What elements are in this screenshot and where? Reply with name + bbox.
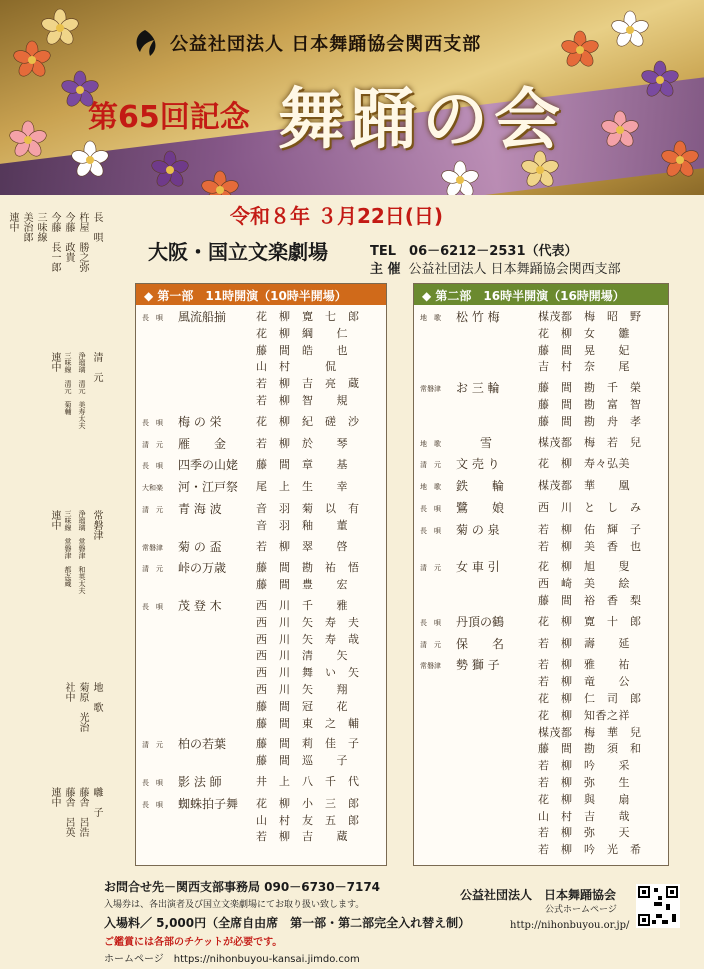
performer-name: 音 羽 菊 以 有 [256, 501, 360, 515]
program-entry [142, 479, 380, 497]
program-entry [420, 559, 662, 609]
musician-text: 藤舎 呂英 [63, 787, 74, 837]
piece-title: 蜘蛛拍子舞 [178, 796, 239, 811]
performer-list [256, 414, 380, 432]
performer-name: 藤 間 晃 妃 [538, 343, 630, 357]
performer-name: 藤 間 章 基 [256, 458, 348, 472]
performer-name: 藤 間 勘 舟 孝 [538, 414, 642, 428]
musician-text: 三味線 常磐津 都㐂蔵 [64, 510, 72, 587]
piece-title: 鉄 輪 [456, 479, 505, 494]
performer-list [538, 435, 662, 453]
musician-text: 連中 [7, 212, 18, 232]
performer-name: 吉 村 奈 尾 [538, 360, 630, 374]
flower-decoration-icon [200, 170, 240, 195]
piece-title: 茂 登 木 [178, 598, 222, 613]
piece-title: 松 竹 梅 [456, 310, 500, 324]
performer-list [256, 436, 380, 454]
piece-title: 雪 [456, 435, 493, 450]
performer-name: 山 村 友 五 郎 [256, 813, 360, 827]
performer-name: 若 柳 雅 祐 [538, 658, 630, 672]
program-entry [420, 657, 662, 859]
genre-label: 清 元 [142, 565, 163, 574]
musician-text: 浄瑠璃 常磐津 和英太夫 [78, 510, 86, 594]
program-entry [420, 614, 662, 632]
association-hp-label: 公式ホームページ [545, 905, 617, 915]
genre-label: 地 歌 [420, 439, 441, 448]
performer-name: 楳茂都 梅 華 兒 [538, 725, 642, 739]
performer-name: 西 川 舞 い 矢 [256, 666, 360, 680]
performer-name: 音 羽 釉 董 [256, 518, 348, 532]
organization-name: 公益社団法人 日本舞踊協会関西支部 [170, 34, 482, 55]
performer-list [256, 457, 380, 475]
genre-label: 常磐津 [420, 385, 441, 394]
performer-name: 花 柳 旭 叟 [538, 560, 630, 574]
piece-title: 峠の万歳 [178, 561, 227, 576]
genre-label: 長 唄 [142, 778, 163, 787]
performer-name: 花 柳 女 雛 [538, 326, 630, 340]
program-entry [420, 478, 662, 496]
flower-decoration-icon [70, 140, 110, 180]
flower-decoration-icon [610, 10, 650, 50]
performer-name: 山 村 侃 [256, 360, 337, 374]
performer-name: 若 柳 佑 輝 子 [538, 522, 642, 536]
musician-text: 杵屋 勝之弥 [77, 212, 88, 272]
performer-name: 西 川 矢 翔 [256, 682, 348, 696]
performer-name: 西 川 矢 寿 夫 [256, 615, 360, 629]
price-line: 入場料／ 5,000円（全席自由席 第一部・第二部完全入れ替え制） [104, 916, 471, 930]
performer-name: 若 柳 智 規 [256, 393, 348, 407]
genre-label: 長 唄 [142, 800, 163, 809]
program-entry [142, 539, 380, 557]
performer-name: 楳茂都 華 凰 [538, 479, 630, 493]
genre-label: 清 元 [142, 440, 163, 449]
piece-title: 菊 の 泉 [456, 522, 500, 537]
program-entry [142, 501, 380, 535]
performer-name: 若 柳 吉 蔵 [256, 830, 348, 844]
musician-text: 常磐津 [91, 510, 102, 540]
event-venue: 大阪・国立文楽劇場 [148, 240, 328, 264]
piece-title: 文 売 り [456, 457, 500, 472]
piece-title: 女 車 引 [456, 560, 500, 575]
flower-decoration-icon [560, 30, 600, 70]
performer-list [538, 559, 662, 609]
performer-name: 藤 間 東 之 輔 [256, 716, 360, 730]
flower-decoration-icon [8, 120, 48, 160]
program-entry [142, 774, 380, 792]
performer-name: 花 柳 寿々弘美 [538, 457, 630, 471]
part1-list [136, 309, 386, 846]
performer-name: 楳茂都 梅 昭 野 [538, 310, 642, 323]
genre-label: 長 唄 [142, 314, 163, 322]
performer-name: 藤 間 勘 祐 悟 [256, 561, 360, 575]
flower-decoration-icon [640, 60, 680, 100]
performer-name: 藤 間 勘 富 智 [538, 397, 642, 411]
performer-list [256, 736, 380, 770]
performer-name: 藤 間 莉 佳 子 [256, 737, 360, 751]
performer-list [538, 309, 662, 376]
performer-name: 若 柳 壽 延 [538, 636, 630, 650]
performer-name: 楳茂都 梅 若 兒 [538, 435, 642, 449]
musician-group [7, 212, 102, 272]
program-entry [420, 380, 662, 430]
part1-program [135, 283, 387, 866]
program-entry [142, 598, 380, 732]
performer-list [256, 598, 380, 732]
performer-name: 若 柳 吟 光 希 [538, 843, 642, 857]
ticket-availability-note: 入場券は、各出演者及び国立文楽劇場にてお取り扱い致します。 [104, 900, 365, 910]
musician-text: 連中 [49, 510, 60, 530]
performer-name: 若 柳 翠 啓 [256, 539, 348, 553]
piece-title: 影 法 師 [178, 774, 222, 789]
performer-list [538, 657, 662, 859]
program-entry [142, 436, 380, 454]
musician-group [49, 352, 102, 429]
genre-label: 地 歌 [420, 483, 441, 492]
qr-code-icon[interactable] [636, 884, 680, 928]
flower-decoration-icon [660, 140, 700, 180]
performer-name: 花 柳 紀 磋 沙 [256, 414, 360, 428]
program-entry [142, 457, 380, 475]
musician-text: 清 元 [91, 352, 102, 382]
performer-list [256, 796, 380, 846]
footer-info [104, 878, 470, 965]
genre-label: 清 元 [142, 741, 163, 750]
flower-decoration-icon [600, 110, 640, 150]
program-entry [420, 636, 662, 654]
genre-label: 大和楽 [142, 484, 163, 493]
program-entry [420, 456, 662, 474]
performer-name: 若 柳 竜 公 [538, 675, 630, 689]
genre-label: 長 唄 [142, 602, 163, 611]
performer-name: 花 柳 與 扇 [538, 792, 630, 806]
performer-name: 山 村 吉 哉 [538, 809, 630, 823]
part1-header: ◆ 第一部 11時開演（10時半開場） [136, 284, 386, 305]
performer-name: 花 柳 寛 十 郎 [538, 614, 642, 628]
ticket-required-note: ご鑑賞には各部のチケットが必要です。 [104, 937, 283, 948]
performer-name: 若 柳 吉 亮 蔵 [256, 377, 360, 391]
performer-list [256, 774, 380, 792]
musician-text: 菊原 光治 [77, 682, 88, 732]
performer-name: 藤 間 裕 香 梨 [538, 593, 642, 607]
genre-label: 長 唄 [420, 504, 441, 513]
program-entry [142, 736, 380, 770]
performer-name: 井 上 八 千 代 [256, 774, 360, 788]
genre-label: 長 唄 [420, 526, 441, 535]
musician-text: 長 唄 [91, 212, 102, 242]
performer-name: 若 柳 於 琴 [256, 436, 348, 450]
piece-title: 青 海 波 [178, 501, 222, 516]
piece-title: 四季の山姥 [178, 458, 239, 473]
association-logo-icon [128, 26, 162, 60]
genre-label: 常磐津 [142, 543, 163, 552]
program-entry [142, 309, 380, 410]
program-entry [142, 560, 380, 594]
part2-header: ◆ 第二部 16時半開演（16時開場） [414, 284, 668, 305]
program-entry [420, 522, 662, 556]
part2-list [414, 309, 668, 859]
host-line [370, 258, 621, 277]
musicians-column [7, 212, 102, 880]
program-entry [420, 309, 662, 376]
performer-name: 藤 間 皓 也 [256, 343, 348, 357]
program-entry [142, 796, 380, 846]
genre-label: 清 元 [142, 505, 163, 514]
piece-title: 柏の若葉 [178, 737, 227, 752]
performer-name: 藤 間 冠 花 [256, 699, 348, 713]
part2-program [413, 283, 669, 866]
genre-label: 長 唄 [420, 618, 441, 627]
performer-list [538, 380, 662, 430]
musician-text: 三味線 清元 菊輔 [64, 352, 72, 415]
performer-name: 花 柳 知香之祥 [538, 708, 630, 722]
genre-label: 地 歌 [420, 314, 441, 322]
program-entry [420, 500, 662, 518]
performer-list [256, 479, 380, 497]
performer-name: 若 柳 吟 采 [538, 759, 630, 773]
performer-name: 西 崎 美 絵 [538, 577, 630, 591]
genre-label: 長 唄 [142, 418, 163, 427]
performer-list [538, 478, 662, 496]
performer-name: 花 柳 綱 仁 [256, 326, 348, 340]
event-date: 令和８年 ３月22日(日) [230, 204, 444, 228]
edition-title: 第65回記念 [88, 100, 250, 135]
performer-name: 西 川 千 雅 [256, 598, 348, 612]
performer-name: 尾 上 生 幸 [256, 480, 348, 494]
performer-list [538, 456, 662, 474]
musician-text: 浄瑠璃 清元 美寿太夫 [78, 352, 86, 429]
musician-text: 今藤 政貴 [63, 212, 74, 262]
musician-text: 囃 子 [91, 787, 102, 817]
venue-tel: TEL 06－6212－2531（代表） [370, 244, 578, 259]
performer-name: 藤 間 豊 宏 [256, 578, 348, 592]
flower-decoration-icon [150, 150, 190, 190]
piece-title: 勢 獅 子 [456, 658, 500, 673]
piece-title: 雁 金 [178, 436, 227, 451]
musician-group [52, 682, 102, 732]
flower-decoration-icon [40, 8, 80, 48]
host-label: 主 催 [370, 262, 401, 277]
performer-name: 藤 間 巡 子 [256, 754, 348, 768]
piece-title: お 三 輪 [456, 381, 500, 396]
performer-list [256, 539, 380, 557]
performer-name: 西 川 清 矢 [256, 649, 348, 663]
association-url[interactable]: http://nihonbuyou.or.jp/ [510, 920, 630, 931]
piece-title: 河・江戸祭 [178, 480, 239, 495]
musician-group [49, 510, 102, 594]
performer-list [538, 614, 662, 632]
performer-name: 若 柳 美 香 也 [538, 539, 642, 553]
musician-group [49, 787, 102, 837]
genre-label: 長 唄 [142, 462, 163, 471]
piece-title: 梅 の 栄 [178, 414, 222, 429]
performer-name: 若 柳 弥 生 [538, 775, 630, 789]
musician-text: 藤舎 呂浩 [77, 787, 88, 837]
musician-text: 地 歌 [91, 682, 102, 712]
contact-line: お問合せ先－関西支部事務局 090－6730－7174 [104, 880, 381, 894]
genre-label: 清 元 [420, 461, 441, 470]
musician-text: 三味線 [35, 212, 46, 242]
performer-list [256, 309, 380, 410]
performer-name: 藤 間 勘 千 榮 [538, 381, 642, 395]
performer-name: 若 柳 弥 天 [538, 826, 630, 840]
musician-text: 今藤 長一郎 [49, 212, 60, 272]
performer-name: 西 川 と し み [538, 500, 642, 514]
host-name: 公益社団法人 日本舞踊協会関西支部 [408, 262, 621, 277]
performer-list [538, 500, 662, 518]
performer-name: 花 柳 仁 司 郎 [538, 691, 642, 705]
genre-label: 清 元 [420, 640, 441, 649]
program-entry [142, 414, 380, 432]
performer-list [256, 560, 380, 594]
genre-label: 常磐津 [420, 662, 441, 671]
performer-list [538, 522, 662, 556]
performer-list [538, 636, 662, 654]
piece-title: 丹頂の鶴 [456, 614, 505, 629]
flower-decoration-icon [440, 160, 480, 195]
piece-title: 保 名 [456, 636, 505, 651]
piece-title: 菊 の 盃 [178, 539, 222, 554]
main-title: 舞踊の会 [278, 80, 566, 158]
association-name: 公益社団法人 日本舞踊協会 [460, 888, 617, 902]
musician-text: 連中 [49, 352, 60, 372]
musician-text: 連中 [49, 787, 60, 807]
performer-name: 西 川 矢 寿 哉 [256, 632, 360, 646]
musician-text: 社中 [63, 682, 74, 702]
homepage-link[interactable]: ホームページ https://nihonbuyou-kansai.jimdo.com [104, 954, 360, 965]
piece-title: 風流船揃 [178, 310, 227, 324]
musician-text: 美治郎 [21, 212, 32, 242]
performer-name: 花 柳 小 三 郎 [256, 796, 360, 810]
genre-label: 清 元 [420, 564, 441, 573]
performer-name: 花 柳 寛 七 郎 [256, 310, 360, 323]
performer-list [256, 501, 380, 535]
performer-name: 藤 間 勘 須 和 [538, 742, 642, 756]
piece-title: 鷺 娘 [456, 500, 505, 515]
program-entry [420, 435, 662, 453]
